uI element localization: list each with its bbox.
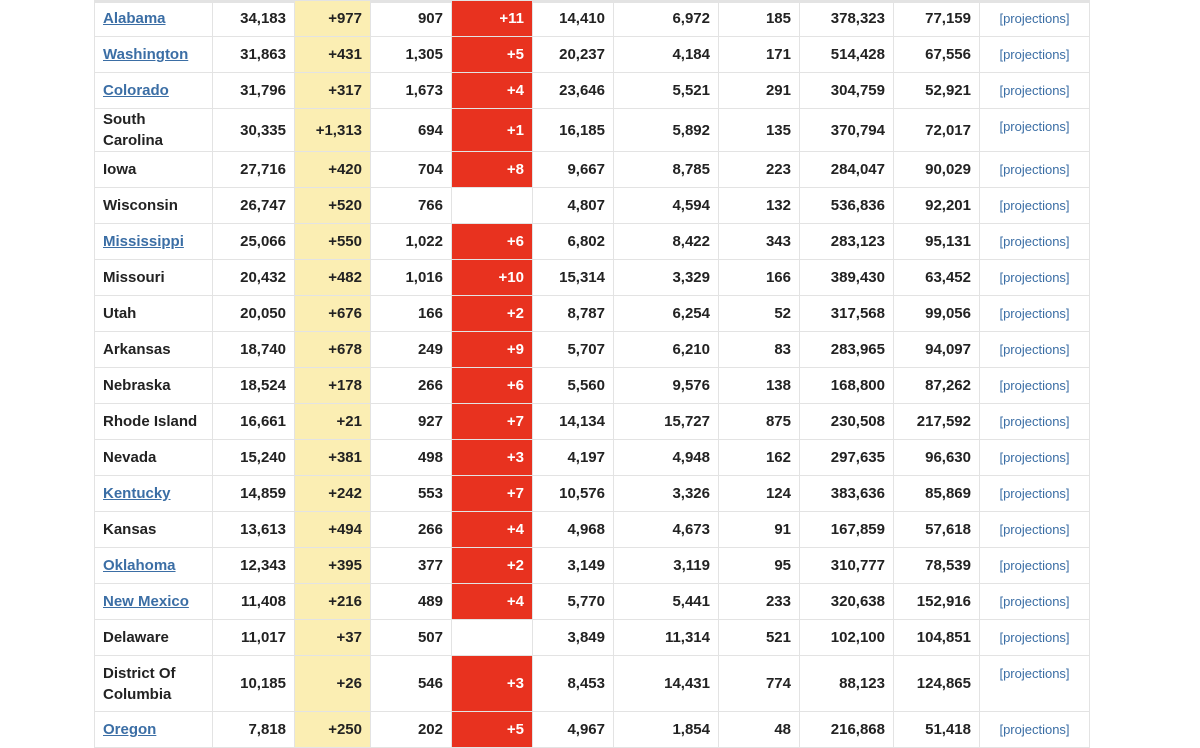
tests-per-million-cell: 77,159 (894, 1, 980, 37)
cases-per-million-cell: 5,441 (614, 584, 719, 620)
total-tests-cell: 283,123 (800, 224, 894, 260)
cases-per-million-cell: 6,210 (614, 332, 719, 368)
table-row (95, 188, 1090, 224)
state-name-cell[interactable] (95, 584, 213, 620)
total-tests-cell: 317,568 (800, 296, 894, 332)
state-name-cell (95, 152, 213, 188)
new-deaths-cell: +8 (452, 152, 533, 188)
projections-link[interactable]: [projections] (980, 440, 1090, 476)
new-deaths-cell: +5 (452, 712, 533, 748)
active-cases-cell: 4,967 (533, 712, 614, 748)
active-cases-cell: 3,149 (533, 548, 614, 584)
total-cases-cell: 20,432 (213, 260, 295, 296)
total-cases-cell: 25,066 (213, 224, 295, 260)
state-name: Arkansas (103, 341, 171, 358)
table-row (95, 73, 1090, 109)
state-link[interactable]: New Mexico (103, 593, 189, 610)
state-link[interactable]: Oklahoma (103, 557, 176, 574)
state-name-cell (95, 296, 213, 332)
tests-per-million-cell: 78,539 (894, 548, 980, 584)
projections-link[interactable]: [projections] (980, 512, 1090, 548)
new-deaths-cell: +9 (452, 332, 533, 368)
total-deaths-cell: 546 (371, 656, 452, 712)
state-name-cell (95, 260, 213, 296)
new-cases-cell: +550 (295, 224, 371, 260)
state-name: Nebraska (103, 377, 171, 394)
cases-per-million-cell: 4,673 (614, 512, 719, 548)
state-name: Iowa (103, 161, 137, 178)
cases-per-million-cell: 4,594 (614, 188, 719, 224)
table-row (95, 224, 1090, 260)
deaths-per-million-cell: 138 (719, 368, 800, 404)
active-cases-cell: 8,453 (533, 656, 614, 712)
new-cases-cell: +216 (295, 584, 371, 620)
projections-link[interactable]: [projections] (980, 73, 1090, 109)
total-tests-cell: 536,836 (800, 188, 894, 224)
total-deaths-cell: 166 (371, 296, 452, 332)
state-name-cell (95, 620, 213, 656)
deaths-per-million-cell: 132 (719, 188, 800, 224)
new-cases-cell: +242 (295, 476, 371, 512)
cases-per-million-cell: 3,326 (614, 476, 719, 512)
total-deaths-cell: 1,016 (371, 260, 452, 296)
total-cases-cell: 20,050 (213, 296, 295, 332)
tests-per-million-cell: 104,851 (894, 620, 980, 656)
deaths-per-million-cell: 83 (719, 332, 800, 368)
table-row (95, 476, 1090, 512)
state-name-cell (95, 656, 213, 712)
table-row (95, 512, 1090, 548)
projections-link[interactable]: [projections] (980, 296, 1090, 332)
active-cases-cell: 4,968 (533, 512, 614, 548)
table-row (95, 548, 1090, 584)
new-cases-cell: +1,313 (295, 109, 371, 152)
cases-per-million-cell: 6,254 (614, 296, 719, 332)
state-name-cell (95, 188, 213, 224)
new-cases-cell: +678 (295, 332, 371, 368)
total-deaths-cell: 202 (371, 712, 452, 748)
deaths-per-million-cell: 291 (719, 73, 800, 109)
state-name: Kansas (103, 521, 157, 538)
cases-per-million-cell: 8,422 (614, 224, 719, 260)
deaths-per-million-cell: 171 (719, 37, 800, 73)
table-row (95, 440, 1090, 476)
projections-link[interactable]: [projections] (980, 476, 1090, 512)
total-tests-cell: 102,100 (800, 620, 894, 656)
deaths-per-million-cell: 223 (719, 152, 800, 188)
total-tests-cell: 284,047 (800, 152, 894, 188)
cases-per-million-cell: 9,576 (614, 368, 719, 404)
total-deaths-cell: 249 (371, 332, 452, 368)
new-deaths-cell (452, 188, 533, 224)
new-cases-cell: +494 (295, 512, 371, 548)
total-tests-cell: 320,638 (800, 584, 894, 620)
state-name: Nevada (103, 449, 157, 466)
deaths-per-million-cell: 185 (719, 1, 800, 37)
new-deaths-cell: +1 (452, 109, 533, 152)
deaths-per-million-cell: 124 (719, 476, 800, 512)
projections-link[interactable]: [projections] (980, 620, 1090, 656)
total-deaths-cell: 266 (371, 368, 452, 404)
total-tests-cell: 383,636 (800, 476, 894, 512)
deaths-per-million-cell: 162 (719, 440, 800, 476)
state-name-cell (95, 368, 213, 404)
state-name: District Of Columbia (103, 664, 176, 703)
tests-per-million-cell: 85,869 (894, 476, 980, 512)
deaths-per-million-cell: 774 (719, 656, 800, 712)
total-tests-cell: 168,800 (800, 368, 894, 404)
new-deaths-cell: +4 (452, 73, 533, 109)
state-name-cell (95, 512, 213, 548)
new-deaths-cell (452, 620, 533, 656)
state-link[interactable]: Colorado (103, 82, 169, 99)
new-deaths-cell: +7 (452, 476, 533, 512)
tests-per-million-cell: 57,618 (894, 512, 980, 548)
tests-per-million-cell: 90,029 (894, 152, 980, 188)
new-deaths-cell: +3 (452, 656, 533, 712)
total-deaths-cell: 907 (371, 1, 452, 37)
active-cases-cell: 23,646 (533, 73, 614, 109)
total-cases-cell: 18,524 (213, 368, 295, 404)
active-cases-cell: 8,787 (533, 296, 614, 332)
total-deaths-cell: 1,673 (371, 73, 452, 109)
active-cases-cell: 3,849 (533, 620, 614, 656)
state-name-cell[interactable] (95, 37, 213, 73)
total-cases-cell: 11,017 (213, 620, 295, 656)
state-name-cell[interactable] (95, 73, 213, 109)
tests-per-million-cell: 217,592 (894, 404, 980, 440)
state-name-cell[interactable] (95, 476, 213, 512)
cases-per-million-cell: 14,431 (614, 656, 719, 712)
total-tests-cell: 297,635 (800, 440, 894, 476)
state-name: Missouri (103, 269, 165, 286)
total-deaths-cell: 766 (371, 188, 452, 224)
state-name: Delaware (103, 629, 169, 646)
active-cases-cell: 15,314 (533, 260, 614, 296)
new-deaths-cell: +3 (452, 440, 533, 476)
cases-per-million-cell: 5,892 (614, 109, 719, 152)
projections-link[interactable]: [projections] (980, 368, 1090, 404)
state-name-cell (95, 440, 213, 476)
new-cases-cell: +395 (295, 548, 371, 584)
table-row (95, 620, 1090, 656)
total-tests-cell: 378,323 (800, 1, 894, 37)
tests-per-million-cell: 96,630 (894, 440, 980, 476)
active-cases-cell: 20,237 (533, 37, 614, 73)
state-name-cell[interactable] (95, 712, 213, 748)
new-cases-cell: +317 (295, 73, 371, 109)
cases-per-million-cell: 3,329 (614, 260, 719, 296)
projections-link[interactable]: [projections] (980, 712, 1090, 748)
projections-link[interactable]: [projections] (980, 548, 1090, 584)
new-deaths-cell: +10 (452, 260, 533, 296)
tests-per-million-cell: 52,921 (894, 73, 980, 109)
cases-per-million-cell: 3,119 (614, 548, 719, 584)
state-name: South Carolina (103, 111, 164, 149)
new-deaths-cell: +2 (452, 296, 533, 332)
state-name: Wisconsin (103, 197, 178, 214)
total-cases-cell: 15,240 (213, 440, 295, 476)
cases-per-million-cell: 5,521 (614, 73, 719, 109)
tests-per-million-cell: 72,017 (894, 109, 980, 152)
tests-per-million-cell: 95,131 (894, 224, 980, 260)
total-deaths-cell: 377 (371, 548, 452, 584)
state-link[interactable]: Alabama (103, 10, 166, 27)
state-link[interactable]: Oregon (103, 721, 157, 738)
cases-per-million-cell: 4,948 (614, 440, 719, 476)
total-tests-cell: 304,759 (800, 73, 894, 109)
total-tests-cell: 230,508 (800, 404, 894, 440)
new-deaths-cell: +4 (452, 584, 533, 620)
state-link[interactable]: Kentucky (103, 485, 171, 502)
total-cases-cell: 7,818 (213, 712, 295, 748)
state-name: Utah (103, 305, 137, 322)
state-link[interactable]: Washington (103, 46, 189, 63)
projections-link[interactable]: [projections] (980, 260, 1090, 296)
projections-link[interactable]: [projections] (980, 656, 1090, 712)
total-cases-cell: 26,747 (213, 188, 295, 224)
deaths-per-million-cell: 233 (719, 584, 800, 620)
total-tests-cell: 514,428 (800, 37, 894, 73)
tests-per-million-cell: 87,262 (894, 368, 980, 404)
cases-per-million-cell: 8,785 (614, 152, 719, 188)
new-cases-cell: +381 (295, 440, 371, 476)
total-cases-cell: 27,716 (213, 152, 295, 188)
state-name: Rhode Island (103, 413, 198, 430)
table-row (95, 1, 1090, 37)
tests-per-million-cell: 99,056 (894, 296, 980, 332)
new-cases-cell: +250 (295, 712, 371, 748)
table-row (95, 656, 1090, 712)
deaths-per-million-cell: 135 (719, 109, 800, 152)
total-tests-cell: 370,794 (800, 109, 894, 152)
deaths-per-million-cell: 166 (719, 260, 800, 296)
total-cases-cell: 14,859 (213, 476, 295, 512)
state-name-cell[interactable] (95, 224, 213, 260)
new-deaths-cell: +5 (452, 37, 533, 73)
total-cases-cell: 34,183 (213, 1, 295, 37)
state-name-cell (95, 332, 213, 368)
cases-per-million-cell: 11,314 (614, 620, 719, 656)
total-cases-cell: 10,185 (213, 656, 295, 712)
total-cases-cell: 11,408 (213, 584, 295, 620)
total-cases-cell: 30,335 (213, 109, 295, 152)
total-deaths-cell: 927 (371, 404, 452, 440)
table-row (95, 37, 1090, 73)
projections-link[interactable]: [projections] (980, 188, 1090, 224)
projections-link[interactable]: [projections] (980, 109, 1090, 152)
total-deaths-cell: 553 (371, 476, 452, 512)
deaths-per-million-cell: 91 (719, 512, 800, 548)
active-cases-cell: 9,667 (533, 152, 614, 188)
tests-per-million-cell: 51,418 (894, 712, 980, 748)
new-cases-cell: +178 (295, 368, 371, 404)
new-cases-cell: +431 (295, 37, 371, 73)
active-cases-cell: 4,807 (533, 188, 614, 224)
deaths-per-million-cell: 52 (719, 296, 800, 332)
new-cases-cell: +26 (295, 656, 371, 712)
state-name-cell (95, 109, 213, 152)
total-deaths-cell: 498 (371, 440, 452, 476)
total-deaths-cell: 1,305 (371, 37, 452, 73)
total-tests-cell: 283,965 (800, 332, 894, 368)
new-cases-cell: +482 (295, 260, 371, 296)
projections-link[interactable]: [projections] (980, 584, 1090, 620)
table-body (95, 1, 1090, 748)
new-cases-cell: +520 (295, 188, 371, 224)
deaths-per-million-cell: 343 (719, 224, 800, 260)
deaths-per-million-cell: 521 (719, 620, 800, 656)
total-cases-cell: 16,661 (213, 404, 295, 440)
table-row (95, 584, 1090, 620)
state-link[interactable]: Mississippi (103, 233, 184, 250)
total-deaths-cell: 694 (371, 109, 452, 152)
state-name-cell[interactable] (95, 1, 213, 37)
table-row (95, 712, 1090, 748)
cases-per-million-cell: 1,854 (614, 712, 719, 748)
cases-per-million-cell: 15,727 (614, 404, 719, 440)
total-cases-cell: 31,796 (213, 73, 295, 109)
new-cases-cell: +420 (295, 152, 371, 188)
deaths-per-million-cell: 48 (719, 712, 800, 748)
total-tests-cell: 216,868 (800, 712, 894, 748)
active-cases-cell: 10,576 (533, 476, 614, 512)
total-cases-cell: 18,740 (213, 332, 295, 368)
active-cases-cell: 14,134 (533, 404, 614, 440)
active-cases-cell: 4,197 (533, 440, 614, 476)
new-deaths-cell: +4 (452, 512, 533, 548)
total-cases-cell: 13,613 (213, 512, 295, 548)
new-cases-cell: +676 (295, 296, 371, 332)
table-row (95, 368, 1090, 404)
tests-per-million-cell: 92,201 (894, 188, 980, 224)
active-cases-cell: 6,802 (533, 224, 614, 260)
new-deaths-cell: +2 (452, 548, 533, 584)
tests-per-million-cell: 94,097 (894, 332, 980, 368)
cases-per-million-cell: 4,184 (614, 37, 719, 73)
projections-link[interactable]: [projections] (980, 332, 1090, 368)
table-row (95, 332, 1090, 368)
projections-link[interactable]: [projections] (980, 224, 1090, 260)
projections-link[interactable]: [projections] (980, 37, 1090, 73)
table-row (95, 152, 1090, 188)
projections-link[interactable]: [projections] (980, 152, 1090, 188)
total-cases-cell: 31,863 (213, 37, 295, 73)
total-cases-cell: 12,343 (213, 548, 295, 584)
total-tests-cell: 88,123 (800, 656, 894, 712)
new-cases-cell: +21 (295, 404, 371, 440)
deaths-per-million-cell: 875 (719, 404, 800, 440)
tests-per-million-cell: 124,865 (894, 656, 980, 712)
active-cases-cell: 5,560 (533, 368, 614, 404)
states-table (94, 0, 1090, 748)
tests-per-million-cell: 152,916 (894, 584, 980, 620)
new-cases-cell: +977 (295, 1, 371, 37)
projections-link[interactable]: [projections] (980, 404, 1090, 440)
new-cases-cell: +37 (295, 620, 371, 656)
table-row (95, 296, 1090, 332)
cases-per-million-cell: 6,972 (614, 1, 719, 37)
table-row (95, 260, 1090, 296)
active-cases-cell: 14,410 (533, 1, 614, 37)
total-tests-cell: 389,430 (800, 260, 894, 296)
total-deaths-cell: 507 (371, 620, 452, 656)
total-tests-cell: 167,859 (800, 512, 894, 548)
state-name-cell (95, 404, 213, 440)
tests-per-million-cell: 67,556 (894, 37, 980, 73)
state-name-cell[interactable] (95, 548, 213, 584)
new-deaths-cell: +11 (452, 1, 533, 37)
active-cases-cell: 5,707 (533, 332, 614, 368)
table-row (95, 404, 1090, 440)
table-row (95, 109, 1090, 152)
projections-link[interactable]: [projections] (980, 1, 1090, 37)
new-deaths-cell: +6 (452, 224, 533, 260)
new-deaths-cell: +7 (452, 404, 533, 440)
deaths-per-million-cell: 95 (719, 548, 800, 584)
total-tests-cell: 310,777 (800, 548, 894, 584)
tests-per-million-cell: 63,452 (894, 260, 980, 296)
total-deaths-cell: 489 (371, 584, 452, 620)
new-deaths-cell: +6 (452, 368, 533, 404)
total-deaths-cell: 1,022 (371, 224, 452, 260)
total-deaths-cell: 704 (371, 152, 452, 188)
active-cases-cell: 5,770 (533, 584, 614, 620)
total-deaths-cell: 266 (371, 512, 452, 548)
active-cases-cell: 16,185 (533, 109, 614, 152)
